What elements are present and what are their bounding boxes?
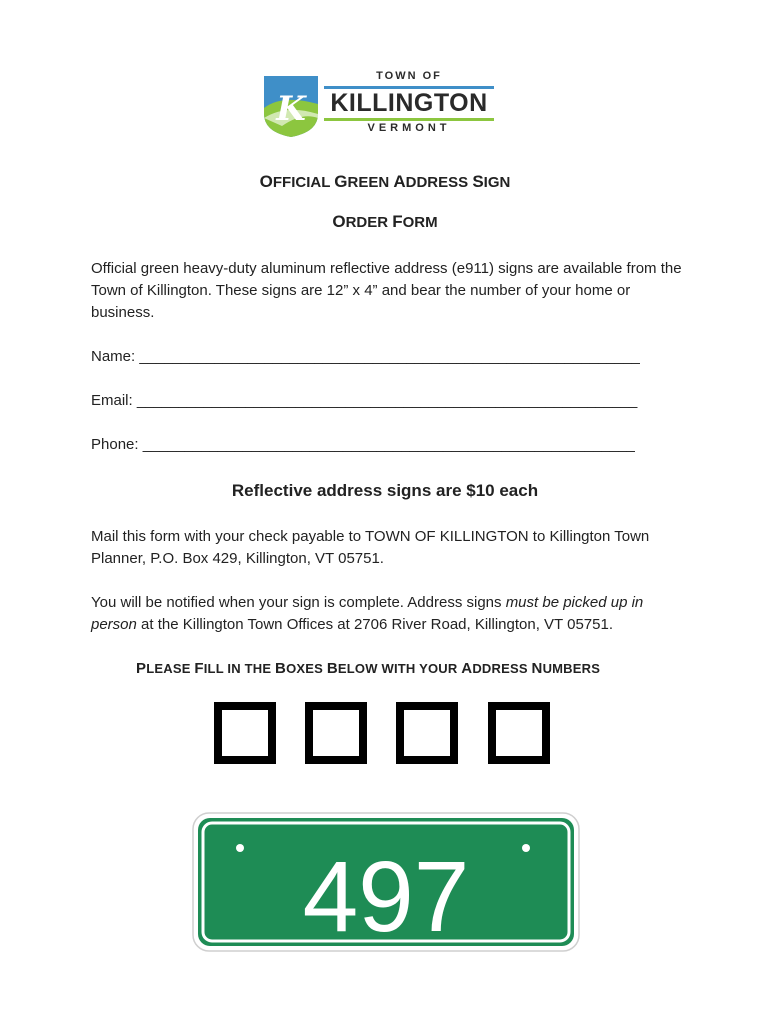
notice-text-end: at the Killington Town Offices at 2706 River Road, Killington, VT 05751. bbox=[136, 616, 613, 633]
instruction-cap: F bbox=[194, 660, 204, 677]
sign-mount-hole-right bbox=[522, 844, 530, 852]
subtitle-cap: O bbox=[332, 212, 346, 231]
title-cap: G bbox=[334, 172, 348, 191]
title-cap: O bbox=[259, 172, 273, 191]
instruction-text: DDRESS bbox=[472, 661, 532, 676]
instruction-cap: A bbox=[461, 660, 473, 677]
instruction-text: OXES bbox=[286, 661, 327, 676]
title-text: FFICIAL bbox=[272, 174, 335, 191]
name-field[interactable]: Name: ____________________________________________________________ bbox=[91, 348, 640, 365]
title-cap: S bbox=[472, 172, 484, 191]
title-text: REEN bbox=[347, 174, 394, 191]
instruction-text: UMBERS bbox=[542, 661, 601, 676]
notice-text: You will be notified when your sign is complete. Address signs bbox=[91, 594, 506, 611]
fill-boxes-instruction bbox=[136, 660, 600, 677]
title-text: IGN bbox=[483, 174, 511, 191]
instruction-cap: P bbox=[136, 660, 147, 677]
instruction-text: ILL IN THE bbox=[203, 661, 276, 676]
logo-vermont: VERMONT bbox=[367, 122, 451, 134]
emblem-letter: K bbox=[276, 89, 306, 129]
subtitle-cap: F bbox=[392, 212, 403, 231]
instruction-cap: B bbox=[326, 660, 338, 677]
instruction-cap: B bbox=[275, 660, 287, 677]
instruction-text: LEASE bbox=[146, 661, 195, 676]
intro-paragraph: Official green heavy-duty aluminum reflective address (e911) signs are available from the Town of Killington. These signs are 12” x 4” and bear the number of your home or business. bbox=[91, 260, 682, 321]
page-title bbox=[0, 172, 770, 192]
email-field[interactable]: Email: ____________________________________________________________ bbox=[91, 392, 638, 409]
logo-green-rule bbox=[324, 118, 494, 121]
mail-instructions: Mail this form with your check payable to TOWN OF KILLINGTON to Killington Town Planner, P.O. Box 429, Killington, VT 05751. bbox=[91, 528, 650, 567]
instruction-cap: N bbox=[531, 660, 543, 677]
page-subtitle bbox=[0, 212, 770, 232]
pickup-notice bbox=[91, 592, 691, 636]
title-cap: A bbox=[393, 172, 406, 191]
address-digit-box-3[interactable] bbox=[396, 702, 458, 764]
sample-address-sign bbox=[192, 812, 580, 952]
killington-logo bbox=[262, 70, 502, 140]
killington-emblem-icon bbox=[262, 74, 320, 138]
sign-mount-hole-left bbox=[236, 844, 244, 852]
logo-killington: KILLINGTON bbox=[330, 89, 488, 117]
address-digit-box-1[interactable] bbox=[214, 702, 276, 764]
title-text: DDRESS bbox=[405, 174, 473, 191]
phone-field[interactable]: Phone: ___________________________________________________________ bbox=[91, 436, 635, 453]
notice-emphasis: must be picked up in person bbox=[91, 594, 644, 633]
price-heading: Reflective address signs are $10 each bbox=[231, 481, 539, 500]
subtitle-text: RDER bbox=[345, 214, 393, 231]
address-digit-box-2[interactable] bbox=[305, 702, 367, 764]
sign-number: 497 bbox=[302, 841, 470, 952]
logo-town-of: TOWN OF bbox=[376, 70, 442, 82]
address-digit-box-4[interactable] bbox=[488, 702, 550, 764]
instruction-text: ELOW WITH YOUR bbox=[337, 661, 462, 676]
subtitle-text: ORM bbox=[402, 214, 438, 231]
